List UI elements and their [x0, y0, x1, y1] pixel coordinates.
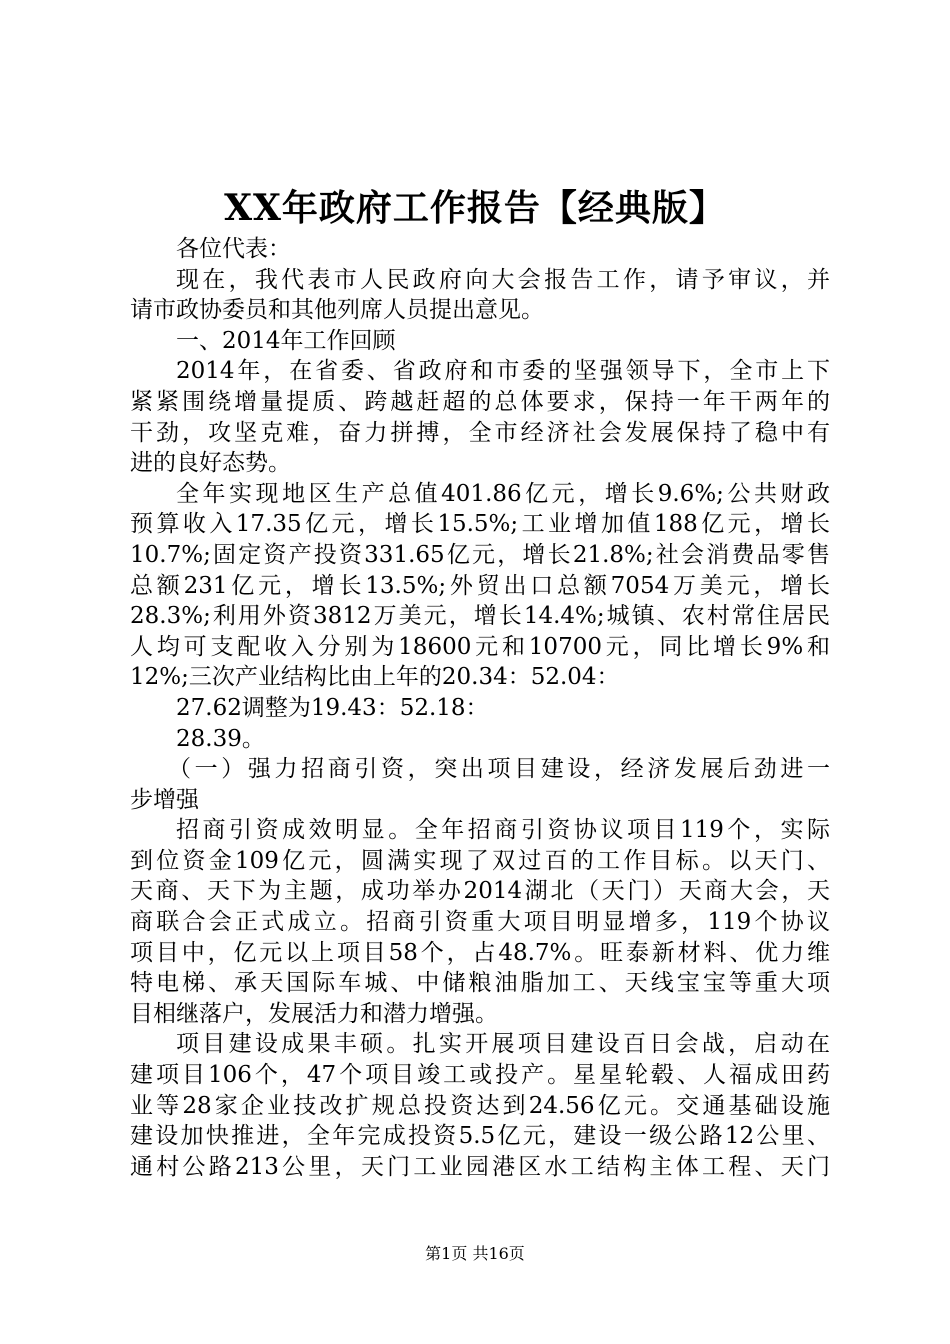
paragraph-line: 项目建设成果丰硕。扎实开展项目建设百日会战，启动在: [176, 1031, 830, 1058]
paragraph-line: 建项目106个，47个项目竣工或投产。星星轮毂、人福成田药: [130, 1062, 830, 1089]
salutation: 各位代表：: [176, 236, 291, 262]
paragraph-line: 现在，我代表市人民政府向大会报告工作，请予审议，并: [176, 266, 830, 293]
paragraph-line: 业等28家企业技改扩规总投资达到24.56亿元。交通基础设施: [130, 1092, 830, 1119]
paragraph-line: 总额231亿元，增长13.5%;外贸出口总额7054万美元，增长: [130, 572, 830, 599]
paragraph-line: 27.62调整为19.43：52.18：: [176, 694, 489, 721]
paragraph-line: 28.3%;利用外资3812万美元，增长14.4%;城镇、农村常住居民: [130, 603, 830, 630]
subsection-heading: （一）强力招商引资，突出项目建设，经济发展后劲进一: [168, 756, 830, 783]
paragraph-line: 10.7%;固定资产投资331.65亿元，增长21.8%;社会消费品零售: [130, 541, 830, 568]
paragraph-line: 项目中，亿元以上项目58个，占48.7%。旺泰新材料、优力维: [130, 939, 830, 966]
paragraph-line: 商联合会正式成立。招商引资重大项目明显增多，119个协议: [130, 909, 830, 936]
page-number-footer: 第1页 共16页: [425, 1244, 525, 1263]
paragraph-line: 建设加快推进，全年完成投资5.5亿元，建设一级公路12公里、: [130, 1123, 830, 1150]
paragraph-line: 通村公路213公里，天门工业园港区水工结构主体工程、天门: [130, 1153, 830, 1180]
paragraph-line: 2014年，在省委、省政府和市委的坚强领导下，全市上下: [176, 358, 830, 385]
section-heading: 一、2014年工作回顾: [176, 327, 396, 354]
paragraph-line: 到位资金109亿元，圆满实现了双过百的工作目标。以天门、: [130, 847, 830, 874]
paragraph-line: 招商引资成效明显。全年招商引资协议项目119个，实际: [176, 817, 830, 844]
paragraph-line: 天商、天下为主题，成功举办2014湖北（天门）天商大会，天: [130, 878, 830, 905]
paragraph-line: 预算收入17.35亿元，增长15.5%;工业增加值188亿元，增长: [130, 511, 830, 538]
document-body: [130, 234, 830, 1182]
paragraph-line: 进的良好态势。: [130, 450, 291, 477]
paragraph-line: 特电梯、承天国际车城、中储粮油脂加工、天线宝宝等重大项: [130, 970, 830, 997]
paragraph-line: 目相继落户，发展活力和潜力增强。: [130, 1000, 498, 1027]
paragraph-line: 全年实现地区生产总值401.86亿元，增长9.6%;公共财政: [176, 480, 830, 507]
paragraph-line: 12%;三次产业结构比由上年的20.34：52.04：: [130, 664, 620, 691]
subsection-heading: 步增强: [130, 786, 199, 813]
paragraph-line: 28.39。: [176, 725, 265, 752]
paragraph-line: 紧紧围绕增量提质、跨越赶超的总体要求，保持一年干两年的: [130, 388, 830, 415]
paragraph-line: 请市政协委员和其他列席人员提出意见。: [130, 297, 544, 324]
document-title: XX年政府工作报告【经典版】: [224, 187, 726, 229]
paragraph-line: 人均可支配收入分别为18600元和10700元，同比增长9%和: [130, 633, 830, 660]
paragraph-line: 干劲，攻坚克难，奋力拼搏，全市经济社会发展保持了稳中有: [130, 419, 830, 446]
